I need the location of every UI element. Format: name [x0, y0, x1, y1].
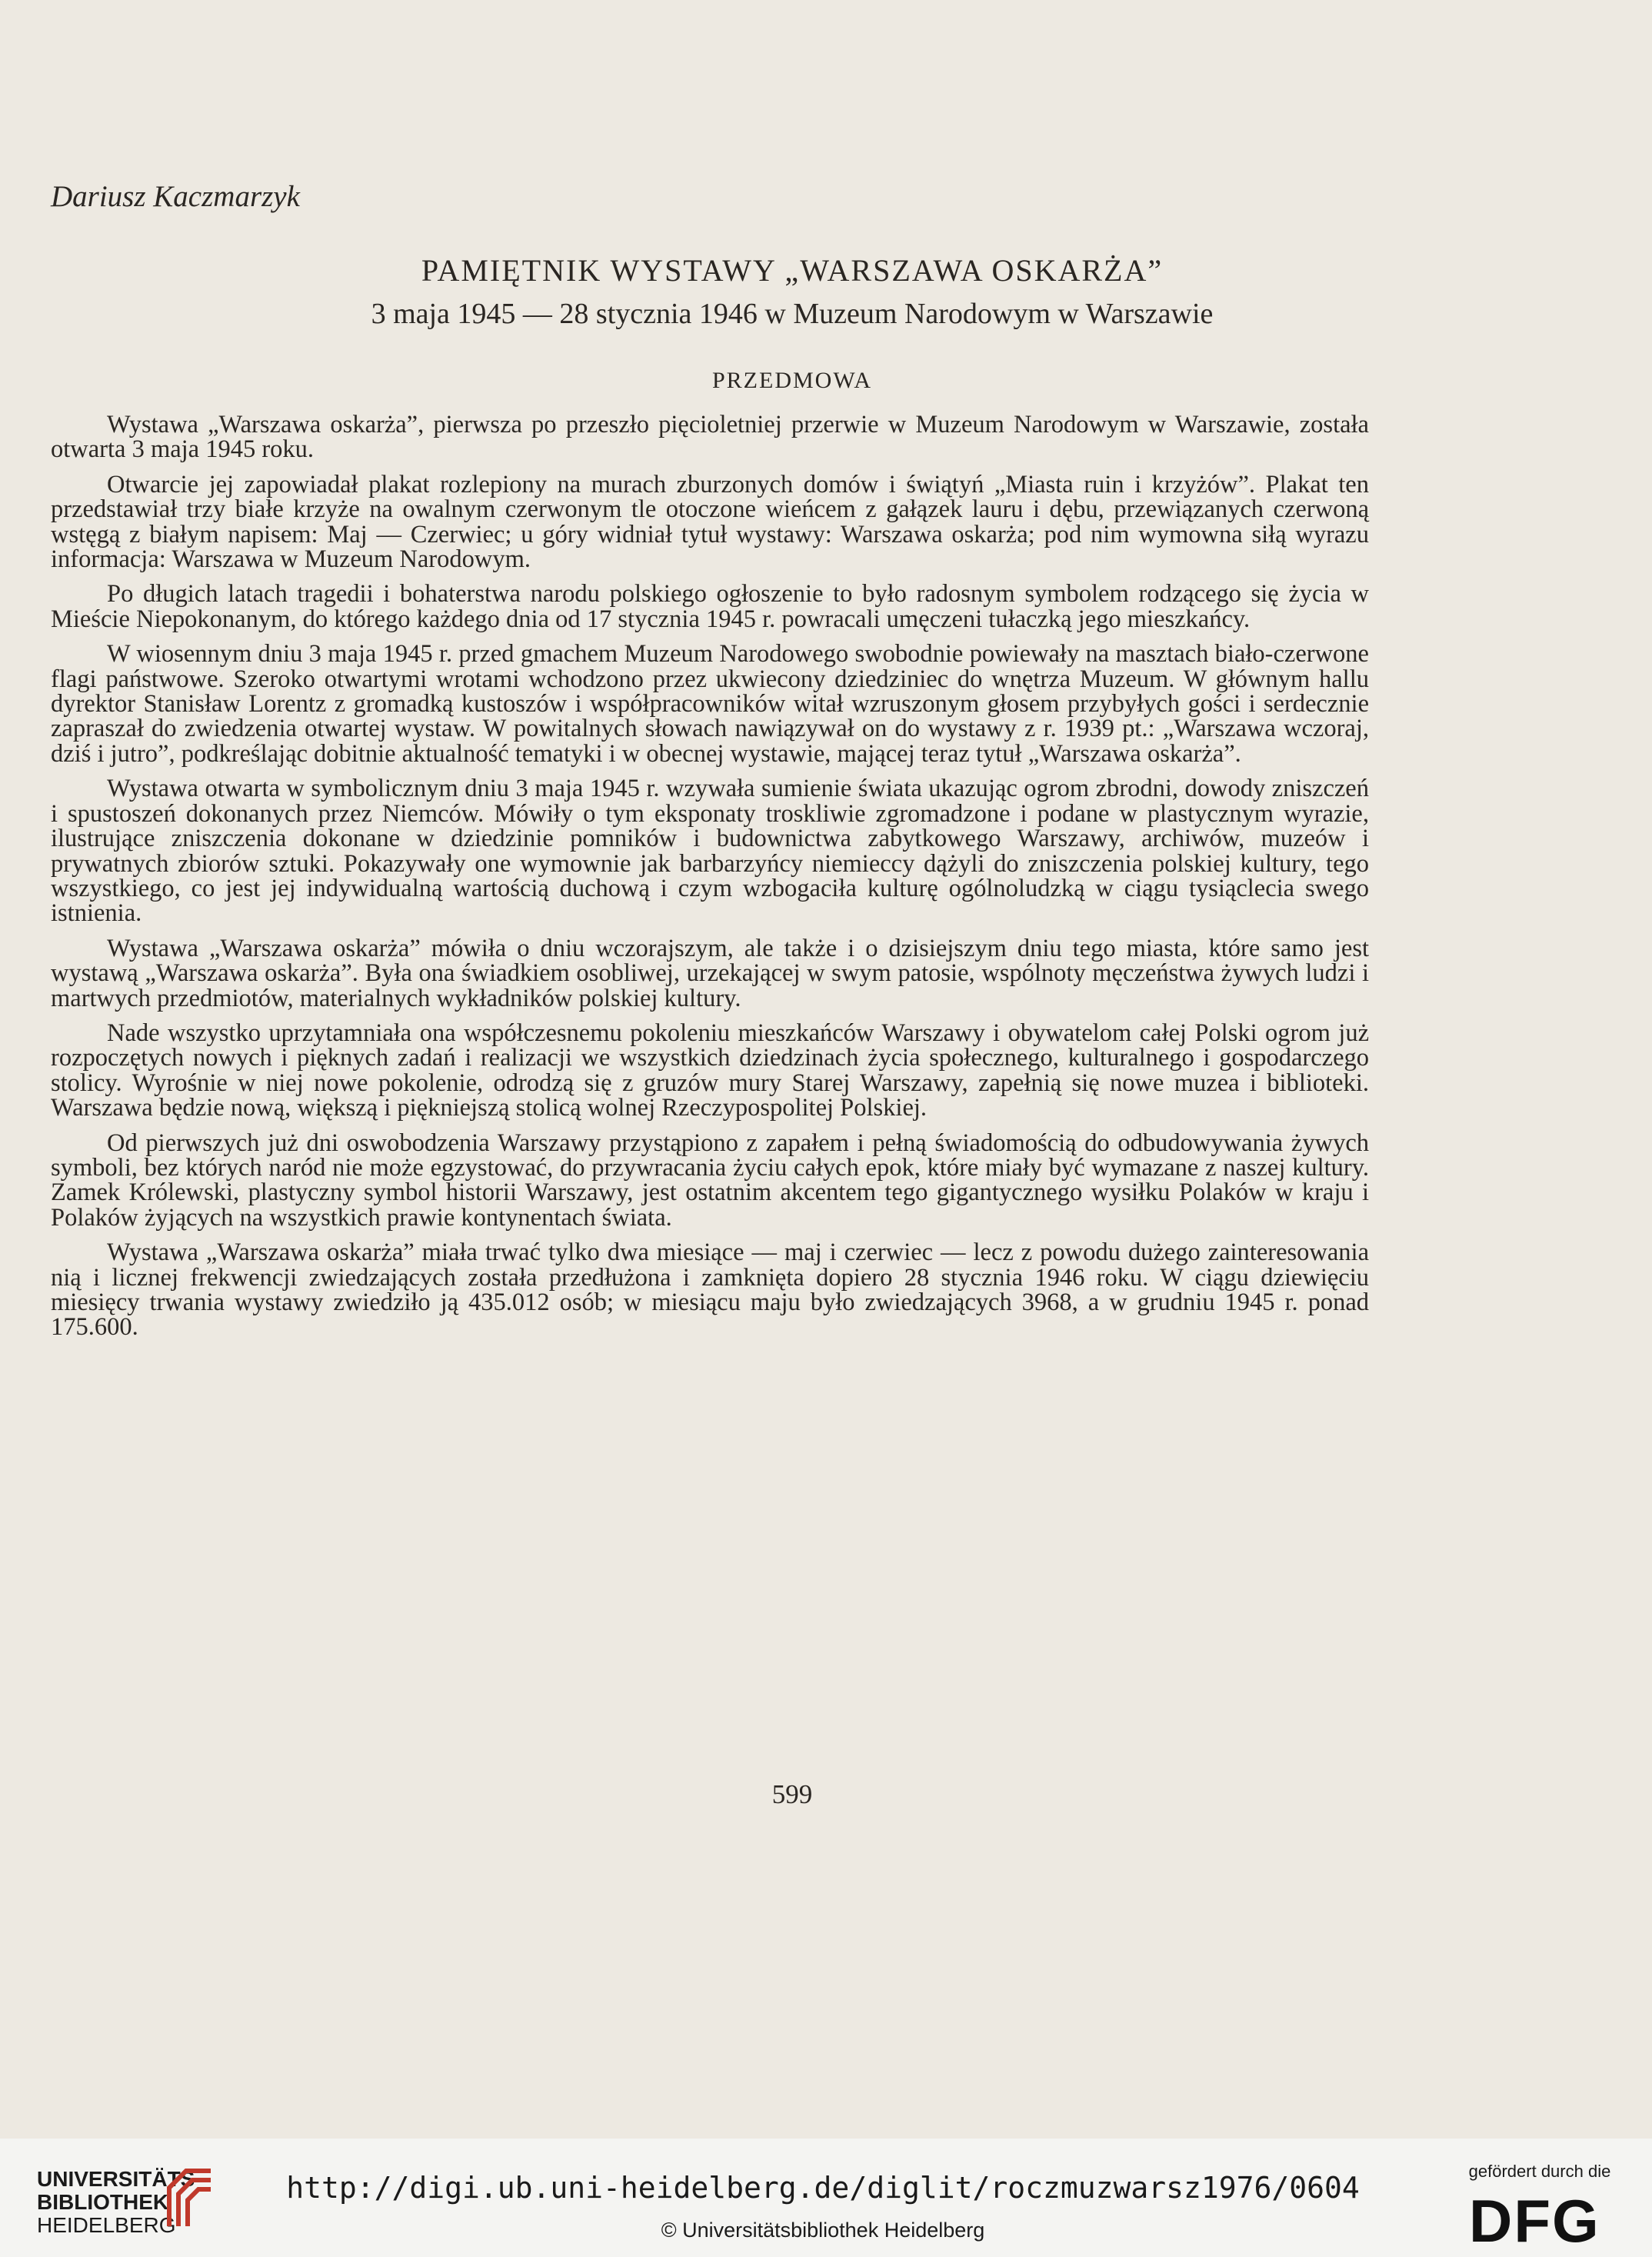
- library-logo-icon: [163, 2165, 217, 2232]
- funder-label: gefördert durch die: [1468, 2162, 1611, 2181]
- copyright-notice: © Universitätsbibliothek Heidelberg: [661, 2219, 985, 2242]
- body-text: [51, 412, 1369, 1350]
- paragraph: Po długich latach tragedii i bohaterstwa narodu polskiego ogłoszenie to było radosnym symbolem rodzącego się życia w Mieście Niepokonanym, do którego każdego dnia od 17 stycznia 1945 r. powracali umęczeni tułaczką jego mieszkańcy.: [51, 580, 1369, 633]
- author-name: Dariusz Kaczmarzyk: [51, 180, 300, 213]
- page-number: 599: [771, 1779, 813, 1809]
- library-name-line2: BIBLIOTHEK: [37, 2190, 169, 2214]
- paragraph: Nade wszystko uprzytamniała ona współczesnemu pokoleniu mieszkańców Warszawy i obywatelom całej Polski ogrom już rozpoczętych nowych i pięknych zadań i realizacji we wszystkich dziedzinach życia społecznego, kulturalnego i gospodarczego stolicy. Wyrośnie w niej nowe pokolenie, odrodzą się z gruzów mury Starej Warszawy, zapełnią się nowe muzea i biblioteki. Warszawa będzie nową, większą i piękniejszą stolicą wolnej Rzeczypospolitej Polskiej.: [51, 1018, 1369, 1122]
- paragraph: Od pierwszych już dni oswobodzenia Warszawy przystąpiono z zapałem i pełną świadomością do odbudowywania żywych symboli, bez których naród nie może egzystować, do przywracania życiu całych epok, które miały być wymazane z naszej kultury. Zamek Królewski, plastyczny symbol historii Warszawy, jest ostatnim akcentem tego gigantycznego wysiłku Polaków w kraju i Polaków żyjących na wszystkich prawie kontynentach świata.: [51, 1128, 1369, 1232]
- paragraph: Otwarcie jej zapowiadał plakat rozlepiony na murach zburzonych domów i świątyń „Miasta ruin i krzyżów”. Plakat ten przedstawiał trzy białe krzyże na owalnym czerwonym tle otoczone wieńcem z gałązek lauru i dębu, przewiązanych czerwoną wstęgą z białym napisem: Maj — Czerwiec; u góry widniał tytuł wystawy: Warszawa oskarża; pod nim wymowna siłą wyrazu informacja: Warszawa w Muzeum Narodowym.: [51, 470, 1369, 574]
- footer-bar: [0, 2139, 1652, 2257]
- article-subtitle: 3 maja 1945 — 28 stycznia 1946 w Muzeum Narodowym w Warszawie: [371, 298, 1214, 330]
- paragraph: Wystawa „Warszawa oskarża”, pierwsza po przeszło pięcioletniej przerwie w Muzeum Narodowym w Warszawie, została otwarta 3 maja 1945 roku.: [51, 411, 1369, 464]
- paragraph: Wystawa „Warszawa oskarża” miała trwać tylko dwa miesiące — maj i czerwiec — lecz z powodu dużego zainteresowania nią i licznej frekwencji zwiedzających została przedłużona i zamknięta dopiero 28 stycznia 1946 roku. W ciągu dziewięciu miesięcy trwania wystawy zwiedziło ją 435.012 osób; w miesiącu maju było zwiedzających 3968, a w grudniu 1945 r. ponad 175.600.: [51, 1239, 1369, 1342]
- library-name-line1: UNIVERSITÄTS-: [37, 2167, 202, 2191]
- section-heading: PRZEDMOWA: [711, 368, 872, 393]
- article-title: PAMIĘTNIK WYSTAWY „WARSZAWA OSKARŻA”: [421, 253, 1164, 288]
- source-url-link[interactable]: http://digi.ub.uni-heidelberg.de/diglit/roczmuzwarsz1976/0604: [286, 2171, 1360, 2205]
- paragraph: Wystawa otwarta w symbolicznym dniu 3 maja 1945 r. wzywała sumienie świata ukazując ogrom zbrodni, dowody zniszczeń i spustoszeń dokonanych przez Niemców. Mówiły o tym eksponaty troskliwie zgromadzone i podane w plastycznym wyrazie, ilustrujące zniszczenia dokonane w dziedzinie pomników i budownictwa zabytkowego Warszawy, archiwów, muzeów i prywatnych zbiorów sztuki. Pokazywały one wymownie jak barbarzyńcy niemieccy dążyli do zniszczenia polskiej kultury, tego wszystkiego, co jest jej indywidualną wartością duchową i czym wzbogaciła kulturę ogólnoludzką w ciągu tysiąclecia swego istnienia.: [51, 775, 1369, 928]
- paragraph: Wystawa „Warszawa oskarża” mówiła o dniu wczorajszym, ale także i o dzisiejszym dniu tego miasta, które samo jest wystawą „Warszawa oskarża”. Była ona świadkiem osobliwej, urzekającej w swym patosie, wspólnoty męczeństwa żywych ludzi i martwych przedmiotów, materialnych wykładników polskiej kultury.: [51, 934, 1369, 1012]
- library-name-line3: HEIDELBERG: [37, 2213, 176, 2237]
- dfg-logo: DFG: [1469, 2187, 1600, 2255]
- paragraph: W wiosennym dniu 3 maja 1945 r. przed gmachem Muzeum Narodowego swobodnie powiewały na masztach biało-czerwone flagi państwowe. Szeroko otwartymi wrotami wchodzono przez ukwiecony dziedziniec do wnętrza Muzeum. W głównym hallu dyrektor Stanisław Lorentz z gromadką kustoszów i współpracowników witał wzruszonym głosem przybyłych gości i serdecznie zapraszał do zwiedzenia otwartej wystaw. W powitalnych słowach nawiązywał on do wystawy z r. 1939 pt.: „Warszawa wczoraj, dziś i jutro”, podkreślając dobitnie aktualność tematyki i w obecnej wystawie, mającej teraz tytuł „Warszawa oskarża”.: [51, 640, 1369, 768]
